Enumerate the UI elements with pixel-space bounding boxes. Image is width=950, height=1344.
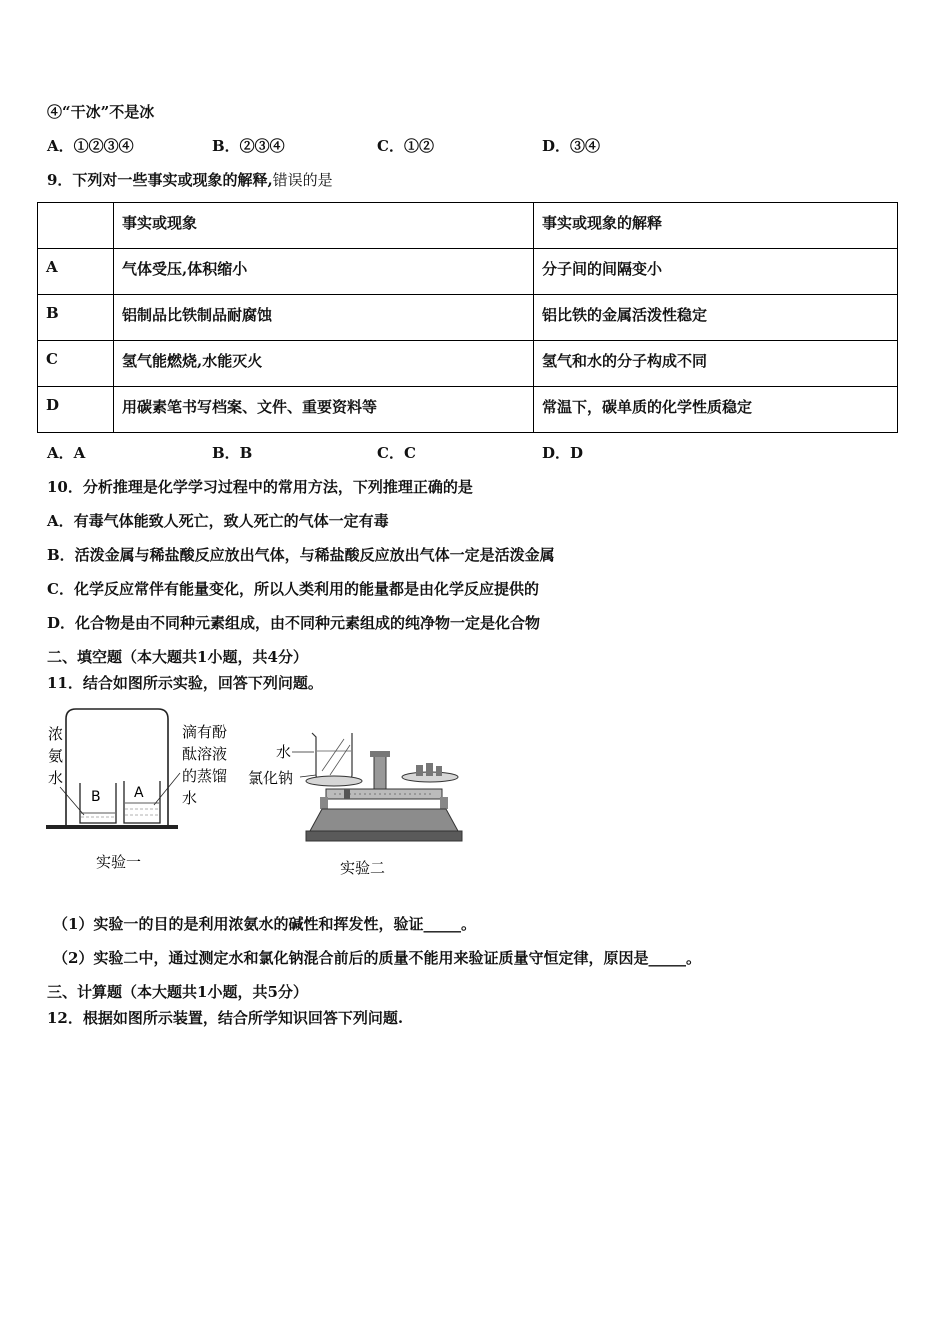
exp2-test-tube-edge [330,745,350,775]
bell-jar [66,709,168,827]
table-cell: 用碳素笔书写档案、文件、重要资料等 [114,387,534,433]
q10-option-d: D．化合物是由不同种元素组成，由不同种元素组成的纯净物一定是化合物 [47,614,541,632]
table-cell: A [38,249,114,295]
q8-item-4: ④“干冰”不是冰 [47,103,155,121]
experiment-2-diagram [248,733,462,877]
table-cell: 铝比铁的金属活泼性稳定 [534,295,898,341]
q11-sub-1: （1）实验一的目的是利用浓氨水的碱性和挥发性，验证_____。 [53,915,476,933]
table-cell: 常温下，碳单质的化学性质稳定 [534,387,898,433]
q9-table [37,202,898,433]
nacl-label: 氯化钠 [248,769,294,787]
q11-sub-2: （2）实验二中，通过测定水和氯化钠混合前后的质量不能用来验证质量守恒定律，原因是_____。 [53,949,701,967]
experiment-2-caption: 实验二 [340,859,386,877]
balance-base-top [310,809,458,831]
table-cell: C [38,341,114,387]
balance-leg-right [440,797,448,809]
balance-pillar-top [370,751,390,757]
experiment-1-caption: 实验一 [96,853,142,871]
table-cell: 氢气和水的分子构成不同 [534,341,898,387]
ammonia-label-1: 浓 [48,725,64,743]
table-header-cell: 事实或现象的解释 [534,203,898,249]
table-cell: 铝制品比铁制品耐腐蚀 [114,295,534,341]
table-header-row [38,203,898,249]
q9-stem [47,170,333,190]
q10-option-a: A．有毒气体能致人死亡，致人死亡的气体一定有毒 [47,512,389,530]
q8-option-b: B．②③④ [212,137,285,155]
weight-1 [416,765,423,776]
q9-stem-tail: 错误的是 [272,171,333,189]
q8-option-d: D．③④ [542,137,601,155]
balance-rider [344,789,350,799]
experiment-1-diagram [46,709,227,871]
table-header-cell: 事实或现象 [114,203,534,249]
table-header-cell [38,203,114,249]
water-label: 水 [276,743,292,761]
table-cell: B [38,295,114,341]
q10-stem: 10．分析推理是化学学习过程中的常用方法，下列推理正确的是 [47,478,473,496]
q11-figure [44,705,464,885]
q11-stem: 11．结合如图所示实验，回答下列问题。 [47,674,323,692]
q9-option-b: B．B [212,444,253,462]
phenolphthalein-label-4: 水 [182,789,198,807]
q8-option-a: A．①②③④ [47,137,134,155]
beaker-a-label: A [134,785,144,801]
table-row [38,249,898,295]
balance-pillar [374,755,386,791]
q10-option-b: B．活泼金属与稀盐酸反应放出气体，与稀盐酸反应放出气体一定是活泼金属 [47,546,555,564]
phenolphthalein-pointer [154,773,180,805]
phenolphthalein-label-3: 的蒸馏 [182,767,228,785]
section-2-heading: 二、填空题（本大题共1小题，共4分） [47,648,308,666]
q8-option-c: C．①② [377,137,434,155]
q9-option-d: D．D [542,444,584,462]
q9-options [47,443,747,463]
q9-stem-main: 9．下列对一些事实或现象的解释, [47,171,273,189]
exp2-test-tube [322,739,344,771]
q9-option-a: A．A [47,444,86,462]
phenolphthalein-label-1: 滴有酚 [182,723,228,741]
ammonia-label-3: 水 [48,769,64,787]
balance-leg-left [320,797,328,809]
left-pan [306,776,362,786]
q8-options [47,136,747,156]
q12-stem: 12．根据如图所示装置，结合所学知识回答下列问题. [47,1009,404,1027]
phenolphthalein-label-2: 酞溶液 [182,745,228,763]
ammonia-label-2: 氨 [48,747,64,765]
q10-option-c: C．化学反应常伴有能量变化，所以人类利用的能量都是由化学反应提供的 [47,580,539,598]
table-cell: 气体受压,体积缩小 [114,249,534,295]
table-row [38,295,898,341]
beaker-b-label: B [91,789,101,805]
nacl-pointer [300,775,316,777]
table-cell: 氢气能燃烧,水能灭火 [114,341,534,387]
section-3-heading: 三、计算题（本大题共1小题，共5分） [47,983,308,1001]
weight-2 [426,763,433,776]
q9-option-c: C．C [377,444,416,462]
table-row [38,387,898,433]
table-cell: D [38,387,114,433]
weight-3 [436,766,442,776]
balance-base-bottom [306,831,462,841]
base-plate [46,825,178,829]
table-cell: 分子间的间隔变小 [534,249,898,295]
table-row [38,341,898,387]
